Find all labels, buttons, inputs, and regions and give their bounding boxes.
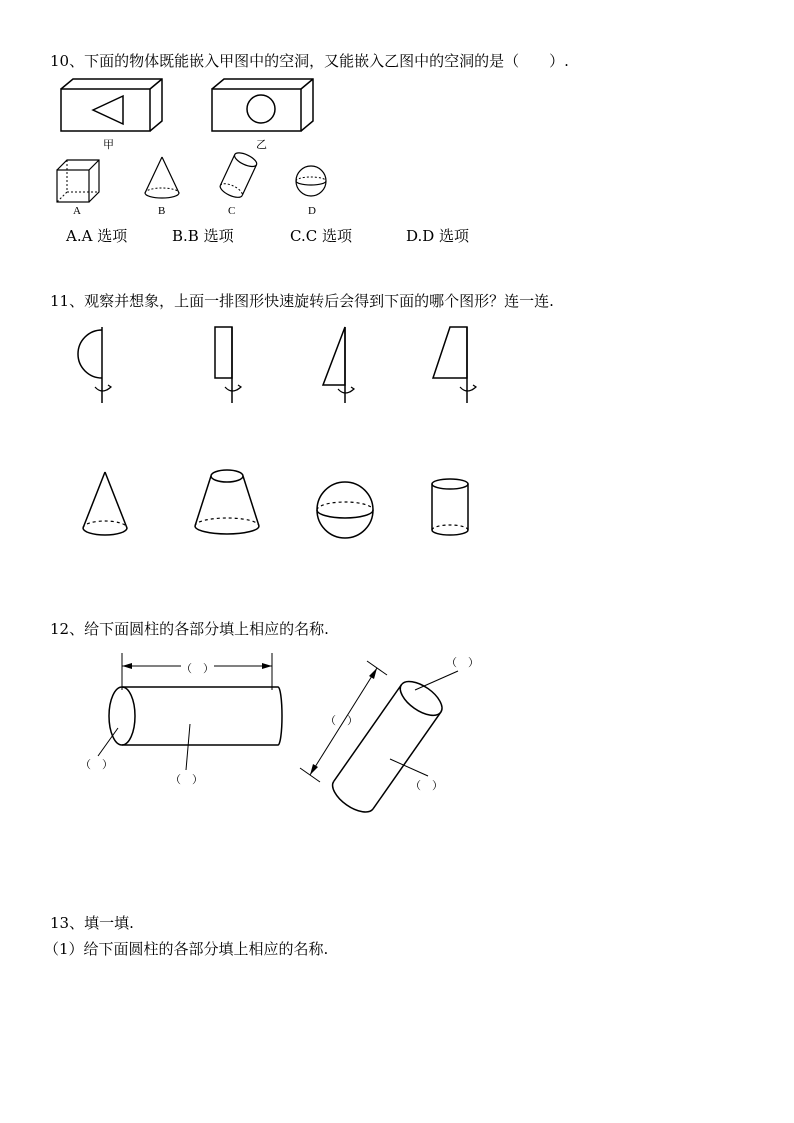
rotate-trapezoid-figure [430,325,480,405]
tilted-cylinder-figure [295,655,485,825]
box-jia-label: 甲 [103,139,114,151]
height-blank[interactable]: （ ） [181,660,214,676]
solid-sphere[interactable] [313,480,377,540]
solid-cylinder[interactable] [428,477,472,539]
q11-text: 11、观察并想象，上面一排图形快速旋转后会得到下面的哪个图形？连一连. [50,292,554,310]
shape-a-cube [55,158,101,204]
q13-text: 13、填一填. [50,914,134,932]
top-base-blank[interactable]: （ ） [446,657,479,669]
q12-text: 12、给下面圆柱的各部分填上相应的名称. [50,620,329,638]
shape-c-cylinder [214,150,262,202]
box-jia-figure [58,76,168,136]
shape-d-label: D [308,205,316,217]
option-b[interactable]: B.B 选项 [172,227,234,245]
rotate-rectangle-figure [205,325,255,405]
option-a[interactable]: A.A 选项 [66,227,128,245]
option-c[interactable]: C.C 选项 [290,227,352,245]
shape-d-sphere [294,164,328,198]
box-yi-figure [209,76,319,136]
q13-sub1-text: （1）给下面圆柱的各部分填上相应的名称. [44,940,329,958]
rotate-triangle-figure [318,325,368,405]
solid-frustum[interactable] [192,468,262,540]
rotate-semicircle-figure [75,325,125,405]
shape-c-label: C [228,205,236,217]
option-d[interactable]: D.D 选项 [406,227,470,245]
side-blank-left[interactable]: （ ） [170,774,203,786]
height-blank-right[interactable]: （ ） [325,715,358,727]
base-blank-left[interactable]: （ ） [80,759,113,771]
shape-b-cone [142,155,182,205]
shape-a-label: A [73,205,81,217]
side-blank-right[interactable]: （ ） [410,780,443,792]
box-yi-label: 乙 [256,139,267,151]
solid-cone[interactable] [80,470,130,540]
shape-b-label: B [158,205,166,217]
q10-text: 10、下面的物体既能嵌入甲图中的空洞，又能嵌入乙图中的空洞的是（ ）. [50,52,569,70]
